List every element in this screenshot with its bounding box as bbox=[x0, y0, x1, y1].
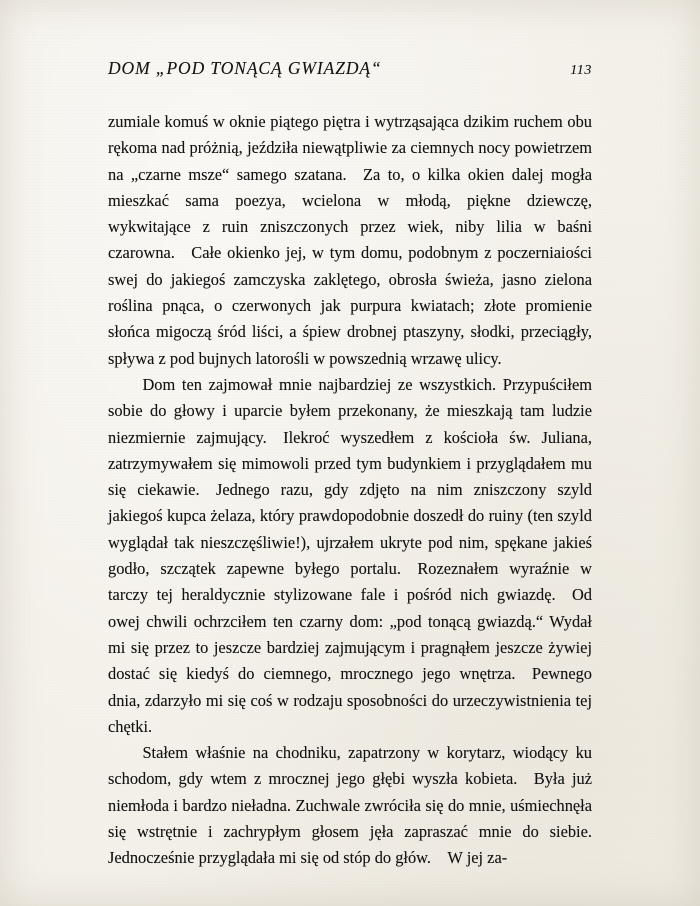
running-head-title: DOM „POD TONĄCĄ GWIAZDĄ“ bbox=[108, 58, 382, 78]
page-content bbox=[108, 58, 592, 872]
paragraph: zumiale komuś w oknie piątego piętra i wytrząsająca dzikim ruchem obu rękoma nad próżnią, jeździła niewątpliwie za ciemnych nocy powietrzem na „czarne msze“ samego szatana. Za to, o kilka okien dalej mogła mieszkać sama poezya, wcielona w młodą, piękne dziewczę, wykwitające z ruin zniszczonych przez wiek, niby lilia w baśni czarowna. Całe okienko jej, w tym domu, podobnym z poczerniaiości swej do jakiegoś zamczyska zaklętego, obrosła świeża, jasno zielona roślina pnąca, o czerwonych jak purpura kwiatach; złote promienie słońca migoczą śród liści, a śpiew drobnej ptaszyny, słodki, przeciągły, spływa z pod bujnych latorośli w powszednią wrzawę ulicy. bbox=[108, 112, 592, 368]
body-text bbox=[108, 109, 592, 872]
running-head bbox=[108, 58, 592, 79]
paragraph: Dom ten zajmował mnie najbardziej ze wszystkich. Przypuściłem sobie do głowy i uparcie byłem przekonany, że mieszkają tam ludzie niezmiernie zajmujący. Ilekroć wyszedłem z kościoła św. Juliana, zatrzymywałem się mimowoli przed tym budynkiem i przyglądałem mu się ciekawie. Jednego razu, gdy zdjęto na nim zniszczony szyld jakiegoś kupca żelaza, który prawdopodobnie doszedł do ruiny (ten szyld wyglądał tak nieszczęśliwie!), ujrzałem ukryte pod nim, spękane jakieś godło, szczątek zapewne byłego portalu. Rozeznałem wyraźnie w tarczy tej heraldycznie stylizowane fale i pośród nich gwiazdę. Od owej chwili ochrzciłem ten czarny dom: „pod tonącą gwiazdą.“ Wydał mi się przez to jeszcze bardziej zajmującym i pragnąłem jeszcze żywiej dostać się kiedyś do ciemnego, mrocznego jego wnętrza. Pewnego dnia, zdarzyło mi się coś w rodzaju sposobności do urzeczywistnienia tej chętki. bbox=[108, 374, 592, 736]
paragraph: Stałem właśnie na chodniku, zapatrzony w korytarz, wiodący ku schodom, gdy wtem z mrocznej jego głębi wyszła kobieta. Była już niemłoda i bardzo nieładna. Zuchwale zwróciła się do mnie, uśmiechnęła się wstrętnie i zachrypłym głosem jęła zapraszać mnie do siebie. Jednocześnie przyglądała mi się od stóp do głów. W jej za- bbox=[108, 743, 592, 868]
page-number: 113 bbox=[570, 63, 592, 78]
